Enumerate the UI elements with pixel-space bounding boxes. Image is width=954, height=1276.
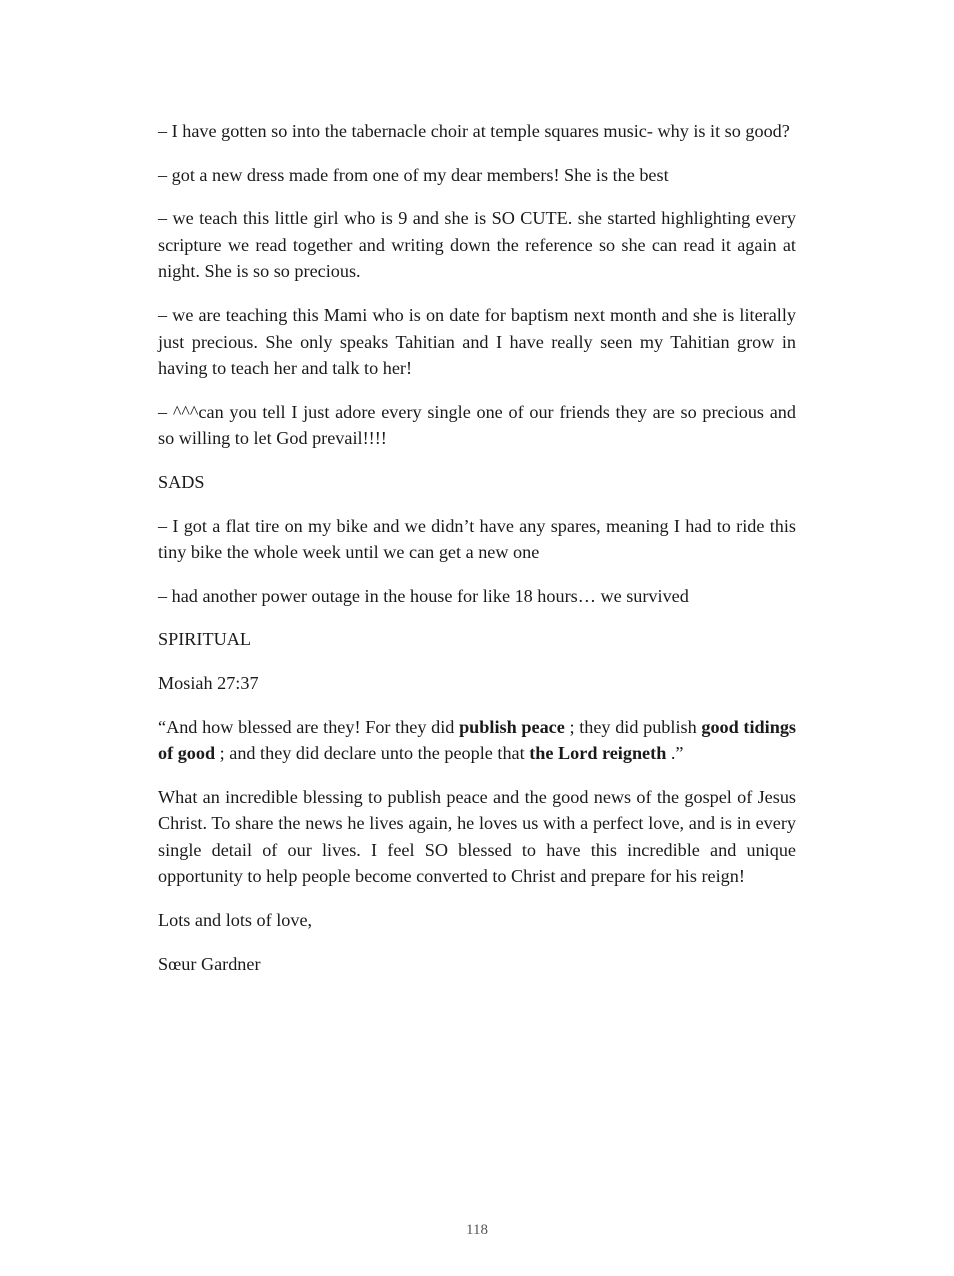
scripture-quote [158,714,796,767]
paragraph-text: – had another power outage in the house for like 18 hours… we survived [158,585,689,606]
paragraph-text: – I have gotten so into the tabernacle choir at temple squares music- why is it so good? [158,121,790,141]
reference-text: Mosiah 27:37 [158,672,259,693]
paragraph-text: – ^^^can you tell I just adore every single one of our friends they are so precious and so willing to let God prevail!!!! [158,401,796,449]
closing-line [158,907,796,934]
quote-emphasis: publish peace [459,716,565,737]
scripture-reference [158,670,796,697]
heading-sads [158,469,796,496]
paragraph-new-dress [158,162,796,189]
paragraph-text: – we teach this little girl who is 9 and she is SO CUTE. she started highlighting every scripture we read together and writing down the reference so she can read it again at night. She is so so precious. [158,208,796,282]
quote-emphasis: good tidings of good [158,716,796,764]
paragraph-text: – got a new dress made from one of my dear members! She is the best [158,164,669,185]
quote-emphasis: the Lord reigneth [529,743,667,764]
paragraph-text: – I got a flat tire on my bike and we didn’t have any spares, meaning I had to ride this tiny bike the whole week until we can get a new one [158,515,796,563]
quote-text: ; they did publish [564,716,702,737]
paragraph-text: – we are teaching this Mami who is on date for baptism next month and she is literally just precious. She only speaks Tahitian and I have really seen my Tahitian grow in having to teach her and talk to her! [158,304,796,379]
paragraph-adore-friends [158,399,796,452]
quote-text: .” [666,743,684,764]
quote-text: “And how blessed are they! For they did [158,716,460,737]
page-body [158,118,796,994]
heading-text: SADS [158,471,205,492]
paragraph-flat-tire [158,513,796,566]
closing-text: Lots and lots of love, [158,910,313,931]
signature-name [158,951,796,978]
heading-text: SPIRITUAL [158,629,251,650]
paragraph-little-girl [158,205,796,285]
page-number: 118 [466,1222,488,1238]
paragraph-power-outage [158,583,796,610]
paragraph-text: What an incredible blessing to publish peace and the good news of the gospel of Jesus Christ. To share the news he lives again, he loves us with a perfect love, and is in every single detail of our lives. I feel SO blessed to have this incredible and unique opportunity to help people become converted to Christ and prepare for his reign! [158,786,796,887]
paragraph-tabernacle-choir [158,118,796,145]
heading-spiritual [158,626,796,653]
paragraph-reflection [158,784,796,890]
signature-text: Sœur Gardner [158,953,261,974]
quote-text: ; and they did declare unto the people that [215,743,530,764]
paragraph-mami [158,302,796,382]
